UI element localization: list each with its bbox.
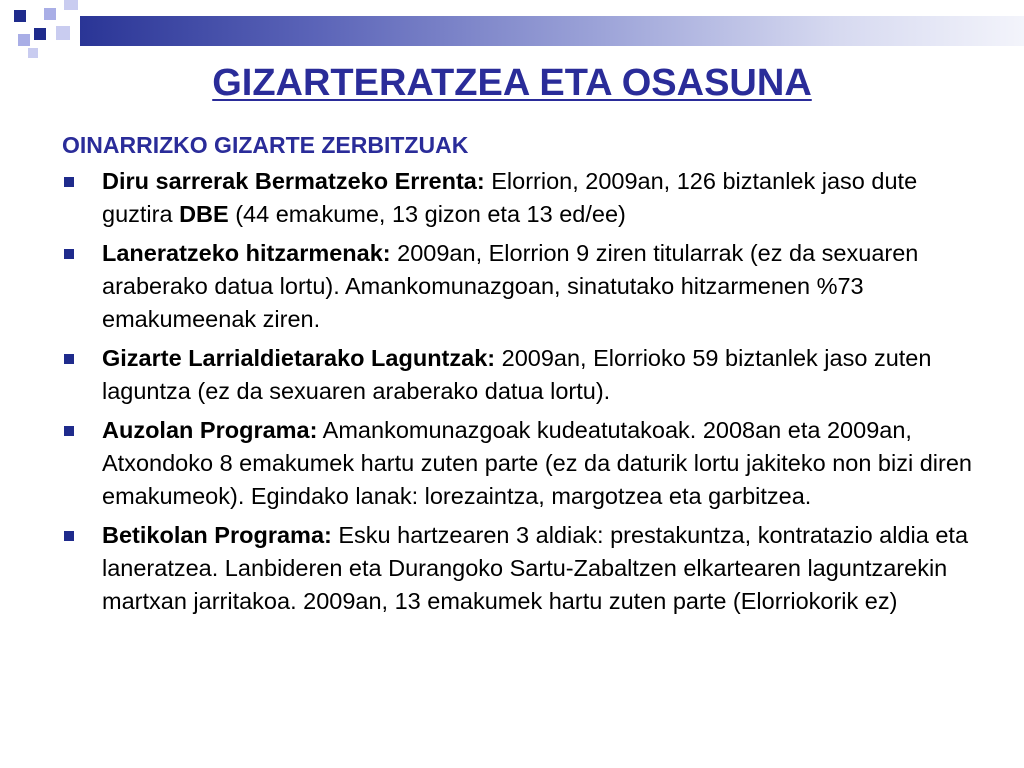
deco-square	[64, 0, 78, 10]
slide-body	[62, 130, 982, 624]
item-label: Auzolan Programa:	[102, 417, 318, 443]
deco-square	[34, 28, 46, 40]
item-label: Diru sarrerak Bermatzeko Errenta:	[102, 168, 485, 194]
bullet-list	[62, 165, 982, 618]
item-label: Gizarte Larrialdietarako Laguntzak:	[102, 345, 496, 371]
slide-title: GIZARTERATZEA ETA OSASUNA	[212, 62, 812, 104]
item-text: Esku hartzearen 3 aldiak: prestakuntza, kontratazio aldia eta laneratzea. Lanbideren eta Durangoko Sartu-Zabaltzen elkartearen laguntzarekin martxan jarritakoa. 2009an, 13 emakumek hartu zuten parte (Elorriokorik ez)	[102, 522, 969, 614]
deco-square	[14, 10, 26, 22]
deco-square	[28, 48, 38, 58]
square-bullet-icon	[64, 354, 74, 364]
item-text: (44 emakume, 13 gizon eta 13 ed/ee)	[228, 201, 626, 227]
item-text: 2009an, Elorrion 9 ziren titularrak (ez da sexuaren araberako datua lortu). Amankomunazgoan, sinatutako hitzarmenen %73 emakumeenak ziren.	[102, 240, 919, 332]
item-bold-term: DBE	[179, 201, 229, 227]
square-bullet-icon	[64, 426, 74, 436]
list-item	[62, 342, 982, 408]
deco-square	[44, 8, 56, 20]
list-item	[62, 237, 982, 336]
list-item	[62, 519, 982, 618]
item-label: Laneratzeko hitzarmenak:	[102, 240, 391, 266]
slide-subtitle: OINARRIZKO GIZARTE ZERBITZUAK	[62, 132, 469, 158]
square-bullet-icon	[64, 177, 74, 187]
deco-square	[18, 34, 30, 46]
deco-square	[56, 26, 70, 40]
item-text: Elorrion, 2009an, 126 biztanlek jaso dute guztira	[102, 168, 918, 227]
item-label: Betikolan Programa:	[102, 522, 332, 548]
item-text: 2009an, Elorrioko 59 biztanlek jaso zuten laguntza (ez da sexuaren araberako datua lortu).	[102, 345, 932, 404]
square-bullet-icon	[64, 249, 74, 259]
list-item	[62, 414, 982, 513]
header-gradient-band	[80, 16, 1024, 46]
square-bullet-icon	[64, 531, 74, 541]
item-text: Amankomunazgoak kudeatutakoak. 2008an eta 2009an, Atxondoko 8 emakumek hartu zuten parte (ez da daturik lortu jakiteko non bizi diren emakumeok). Egindako lanak: lorezaintza, margotzea eta garbitzea.	[102, 417, 972, 509]
list-item	[62, 165, 982, 231]
